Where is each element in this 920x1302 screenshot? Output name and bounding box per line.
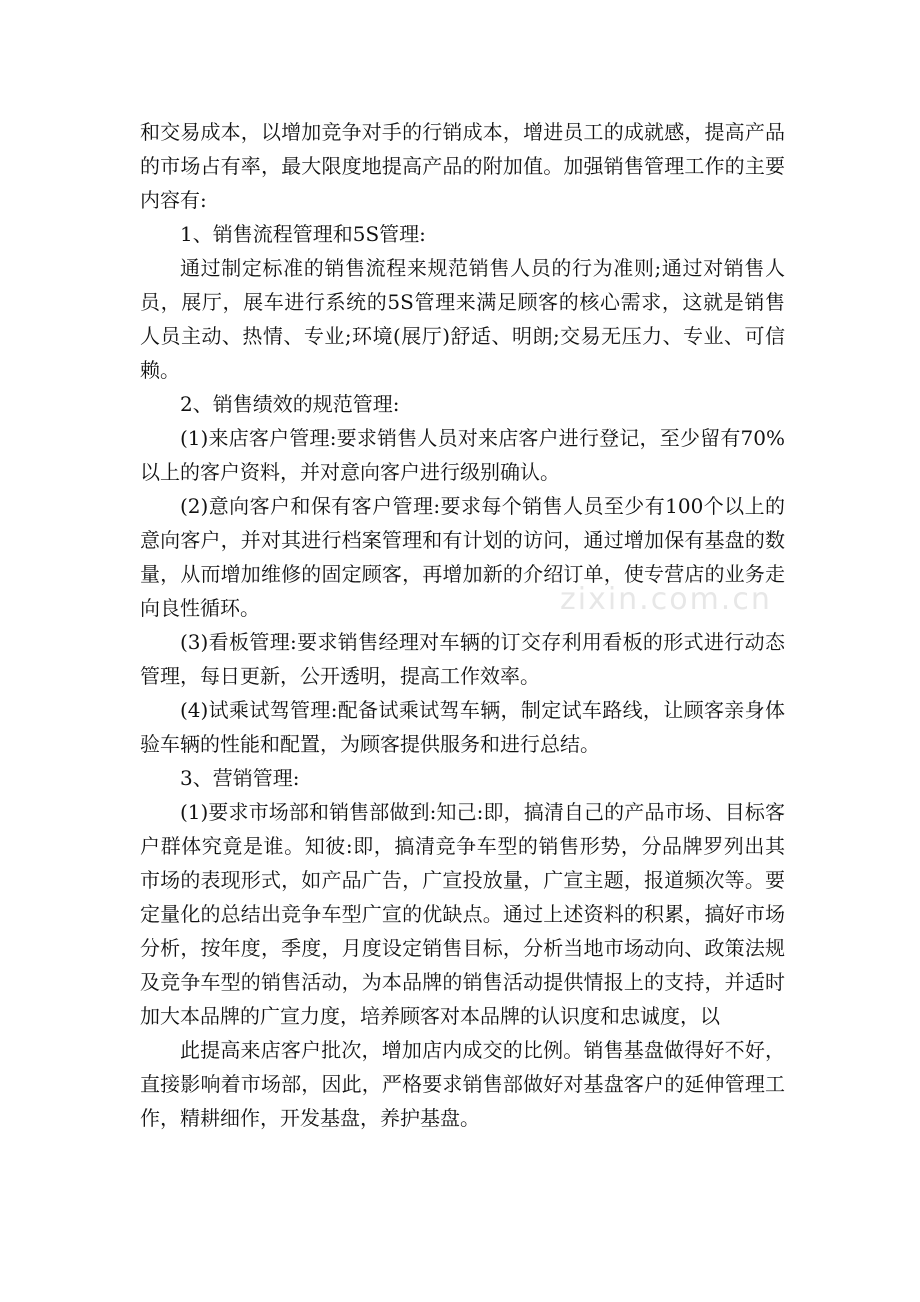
document-body	[140, 115, 785, 1135]
heading-sales-performance: 2、销售绩效的规范管理:	[180, 392, 400, 416]
paragraph-kanban-management: (3)看板管理:要求销售经理对车辆的订交存利用看板的形式进行动态管理，每日更新，公开透明，提高工作效率。	[140, 630, 785, 688]
paragraph-market-analysis: (1)要求市场部和销售部做到:知己:即，搞清自己的产品市场、目标客户群体究竟是谁。知彼:即，搞清竞争车型的销售形势，分品牌罗列出其市场的表现形式，如产品广告，广宣投放量，广宣主题，报道频次等。要定量化的总结出竞争车型广宣的优缺点。通过上述资料的积累，搞好市场分析，按年度，季度，月度设定销售目标，分析当地市场动向、政策法规及竞争车型的销售活动，为本品牌的销售活动提供情报上的支持，并适时加大本品牌的广宣力度，培养顾客对本品牌的认识度和忠诚度，以	[140, 800, 785, 1028]
paragraph-test-drive-management: (4)试乘试驾管理:配备试乘试驾车辆，制定试车路线，让顾客亲身体验车辆的性能和配置，为顾客提供服务和进行总结。	[140, 698, 785, 756]
paragraph-intent-customer-management: (2)意向客户和保有客户管理:要求每个销售人员至少有100个以上的意向客户，并对其进行档案管理和有计划的访问，通过增加保有基盘的数量，从而增加维修的固定顾客，再增加新的介绍订单，使专营店的业务走向良性循环。	[140, 494, 785, 620]
heading-sales-process: 1、销售流程管理和5S管理:	[180, 222, 426, 246]
heading-marketing-management: 3、营销管理:	[180, 766, 300, 790]
paragraph-visitor-management: (1)来店客户管理:要求销售人员对来店客户进行登记，至少留有70%以上的客户资料，并对意向客户进行级别确认。	[140, 426, 785, 484]
paragraph-sales-process: 通过制定标准的销售流程来规范销售人员的行为准则;通过对销售人员，展厅，展车进行系统的5S管理来满足顾客的核心需求，这就是销售人员主动、热情、专业;环境(展厅)舒适、明朗;交易无压力、专业、可信赖。	[140, 256, 785, 382]
paragraph-intro-continuation: 和交易成本，以增加竞争对手的行销成本，增进员工的成就感，提高产品的市场占有率，最大限度地提高产品的附加值。加强销售管理工作的主要内容有:	[140, 120, 785, 212]
watermark: zixin.com.cn	[560, 582, 772, 617]
paragraph-base-customers: 此提高来店客户批次，增加店内成交的比例。销售基盘做得好不好，直接影响着市场部，因此，严格要求销售部做好对基盘客户的延伸管理工作，精耕细作，开发基盘，养护基盘。	[140, 1038, 785, 1130]
